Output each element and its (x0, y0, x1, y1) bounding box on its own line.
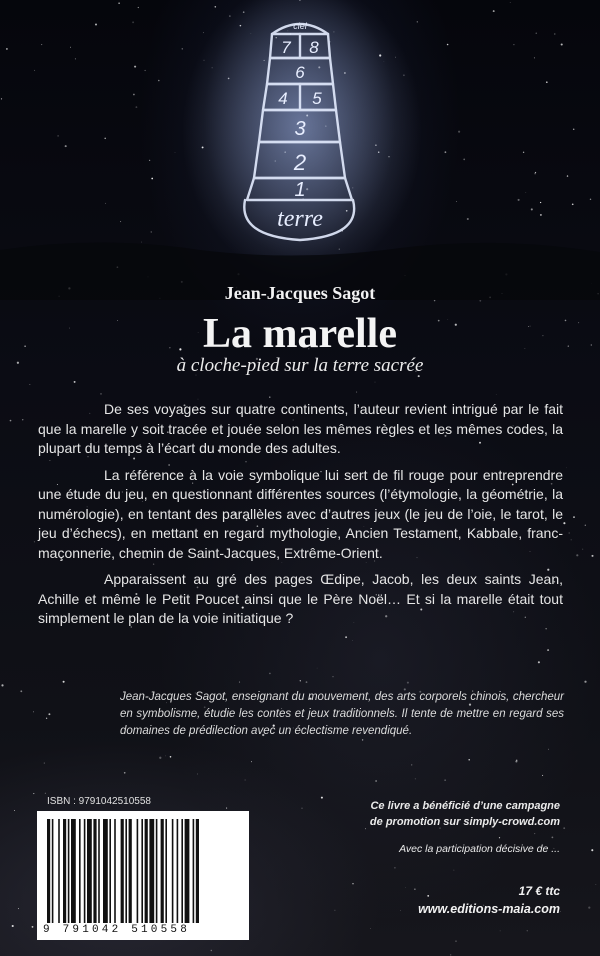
star (588, 907, 590, 909)
star (33, 712, 34, 713)
star (496, 394, 497, 395)
barcode-bar (47, 819, 50, 923)
barcode-bar (137, 819, 139, 923)
star (405, 887, 406, 888)
star (584, 681, 586, 683)
star (534, 833, 535, 834)
star (407, 682, 409, 684)
star (582, 549, 583, 550)
star (552, 837, 554, 839)
barcode-bar (145, 819, 148, 923)
blurb-paragraph: La référence à la voie symbolique lui sert de fil rouge pour entreprendre une étude du jeu, en questionnant différentes sources (l’étymologie, la géométrie, la numérologie), en tentant des parallèles avec d’autres jeux (le jeu de l’oie, le tarot, le jeu d’échecs), en mettant en regard mythologie, Ancien Testament, Kabbale, franc-maçonnerie, chemin de Saint-Jacques, Extrême-Orient. (38, 466, 563, 561)
star (317, 668, 318, 669)
star (573, 516, 575, 518)
barcode-bar (121, 819, 124, 923)
blurb (38, 400, 563, 636)
star (245, 780, 246, 781)
star (538, 661, 540, 663)
hopscotch-box-5: 5 (312, 89, 322, 108)
hopscotch-ciel: ciel (293, 21, 307, 31)
barcode-bar (103, 819, 108, 923)
star (591, 555, 593, 557)
star (48, 713, 50, 715)
star (159, 757, 161, 759)
barcode-bar (193, 819, 195, 923)
barcode-bar (52, 819, 54, 923)
barcode-bar (196, 819, 199, 923)
star (45, 793, 46, 794)
publisher-website: www.editions-maia.com (418, 902, 560, 916)
star (33, 793, 34, 794)
star (34, 541, 35, 542)
barcode-bar (149, 819, 154, 923)
star (251, 761, 252, 762)
promo-line: Ce livre a bénéficié d’une campagne (370, 800, 560, 812)
star (571, 540, 572, 541)
star (32, 926, 34, 928)
star (527, 930, 528, 931)
barcode-bar (141, 819, 143, 923)
star (576, 554, 578, 556)
star (370, 928, 371, 929)
star (165, 756, 166, 757)
star (427, 895, 429, 897)
author-name: Jean-Jacques Sagot (224, 283, 376, 303)
barcode-bar (181, 819, 183, 923)
blurb-paragraph: Apparaissent au gré des pages Œdipe, Jacob, les deux saints Jean, Achille et même le Petit Poucet ainsi que le Père Noël… Et si la marelle était tout simplement le plan de la voie initiatique ? (38, 571, 563, 626)
star (542, 775, 543, 776)
star (356, 392, 357, 393)
star (332, 676, 333, 677)
star (352, 883, 353, 884)
barcode-bar (98, 819, 100, 923)
author-bio: Jean-Jacques Sagot, enseignant du mouvement, des arts corporels chinois, chercheur en symbolisme, étudie les contes et jeux traditionnels. Il tente de mettre en regard ses domaines de prédilection avec un éclectisme revendiqué. (120, 691, 564, 737)
star (375, 780, 377, 782)
star (455, 940, 456, 941)
star (591, 849, 593, 851)
star (1, 684, 3, 686)
star (516, 760, 518, 762)
star (547, 649, 549, 651)
star (100, 393, 102, 395)
barcode-bar (161, 819, 164, 923)
star (44, 763, 45, 764)
star (63, 681, 65, 683)
star (411, 764, 412, 765)
star (400, 910, 401, 911)
star (124, 772, 126, 774)
star (14, 810, 15, 811)
star (566, 468, 567, 469)
barcode-bar (172, 819, 174, 923)
barcode-bar (125, 819, 127, 923)
star (306, 681, 308, 683)
star (74, 381, 76, 383)
star (569, 533, 570, 534)
star (18, 908, 19, 909)
hopscotch-box-8: 8 (309, 38, 319, 57)
star (46, 718, 47, 719)
promo-text (300, 798, 560, 830)
barcode-digits: 9 791042 510558 (43, 924, 191, 936)
star (345, 636, 347, 638)
star (500, 931, 501, 932)
star (450, 954, 451, 955)
star (12, 925, 14, 927)
star (548, 749, 549, 750)
star (468, 759, 470, 761)
star (375, 382, 376, 383)
barcode-bar (156, 819, 158, 923)
hopscotch-box-3: 3 (294, 118, 306, 140)
star (596, 884, 597, 885)
star (170, 756, 172, 758)
barcode-bar (109, 819, 111, 923)
barcode-bar (71, 819, 76, 923)
star (10, 420, 12, 422)
book-subtitle: à cloche-pied sur la terre sacrée (176, 355, 424, 376)
star (585, 525, 586, 526)
star (239, 682, 240, 683)
barcode-bar (185, 819, 190, 923)
star (414, 889, 415, 890)
star (20, 690, 22, 692)
barcode (37, 811, 249, 940)
blurb-paragraph: De ses voyages sur quatre continents, l’auteur revient intrigué par le fait que la marelle y soit tracée et jouée selon les mêmes règles et les mêmes codes, la plupart du temps à l’écart du monde des adultes. (38, 401, 563, 456)
hopscotch-box-6: 6 (295, 63, 305, 82)
star (269, 396, 270, 397)
barcode-bar (58, 819, 60, 923)
star (22, 419, 23, 420)
star (211, 950, 212, 951)
barcode-bar (63, 819, 66, 923)
book-title: La marelle (202, 311, 397, 357)
star (563, 522, 565, 524)
star (352, 640, 353, 641)
barcode-bar (79, 819, 81, 923)
barcode-bar (129, 819, 132, 923)
hopscotch-box-7: 7 (281, 38, 291, 57)
hopscotch-box-2: 2 (293, 150, 307, 175)
barcode-bar (165, 819, 167, 923)
star (444, 779, 445, 780)
barcode-bar (68, 819, 70, 923)
star (226, 808, 227, 809)
hopscotch-chalk-drawing (0, 0, 600, 300)
star (560, 911, 561, 912)
isbn-label: ISBN : 9791042510558 (47, 796, 151, 807)
barcode-bar (84, 819, 86, 923)
participation-text: Avec la participation décisive de ... (399, 843, 560, 855)
barcode-bar (93, 819, 96, 923)
promo-line: de promotion sur simply-crowd.com (369, 816, 560, 828)
star (454, 870, 455, 871)
star (563, 827, 565, 829)
barcode-bar (114, 819, 116, 923)
hopscotch-terre: terre (277, 206, 323, 232)
star (197, 774, 198, 775)
star (415, 778, 416, 779)
star (300, 680, 301, 681)
barcode-bar (87, 819, 92, 923)
star (269, 673, 271, 675)
barcode-bars (47, 819, 239, 923)
hopscotch-box-1: 1 (294, 179, 306, 201)
hopscotch-box-4: 4 (278, 89, 288, 108)
star (499, 837, 500, 838)
barcode-bar (177, 819, 179, 923)
star (334, 910, 335, 911)
star (394, 867, 396, 869)
star (30, 384, 31, 385)
price: 17 € ttc (518, 884, 560, 898)
